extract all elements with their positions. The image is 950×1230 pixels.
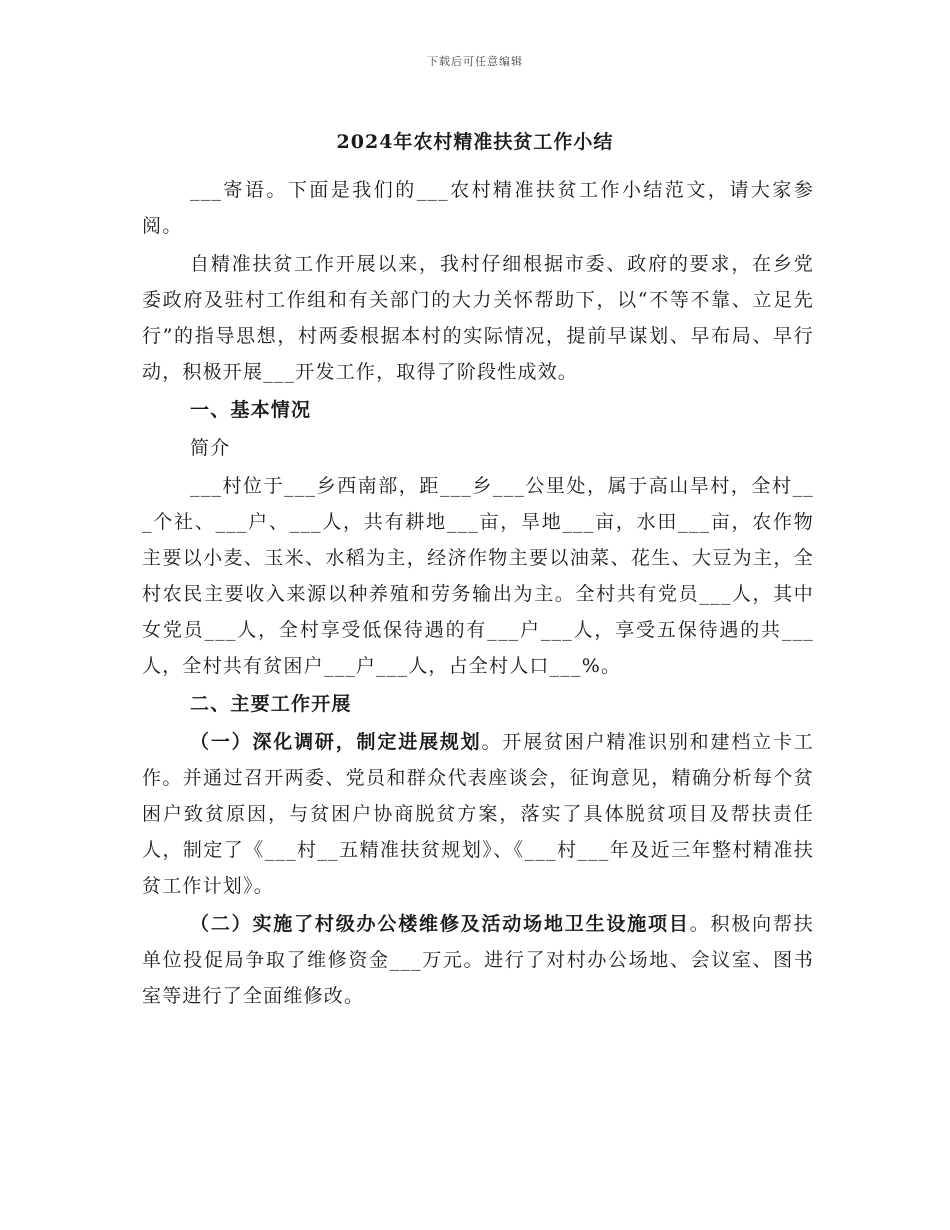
- work-item-lead: （一）深化调研，制定进展规划: [190, 731, 482, 753]
- document-body: [142, 172, 814, 1016]
- section-heading-basic-situation: 一、基本情况: [190, 399, 312, 421]
- intro-paragraph: ___寄语。下面是我们的___农村精准扶贫工作小结范文，请大家参阅。: [142, 179, 814, 237]
- work-item-lead: （二）实施了村级办公楼维修及活动场地卫生设施项目: [190, 913, 690, 935]
- document-title: 2024年农村精准扶贫工作小结: [336, 131, 614, 153]
- work-item-paragraph: [142, 724, 814, 904]
- basic-situation-paragraph: ___村位于___乡西南部，距___乡___公里处，属于高山旱村，全村___个社、___户、___人，共有耕地___亩，旱地___亩，水田___亩，农作物主要以小麦、玉米、水稻为主，经济作物主要以油菜、花生、大豆为主，全村农民主要收入来源以种养殖和劳务输出为主。全村共有党员___人，其中女党员___人，全村享受低保待遇的有___户___人，享受五保待遇的共___人，全村共有贫困户___户___人，占全村人口___%。: [142, 475, 814, 677]
- opening-paragraph: 自精准扶贫工作开展以来，我村仔细根据市委、政府的要求，在乡党委政府及驻村工作组和有关部门的大力关怀帮助下，以“不等不靠、立足先行”的指导思想，村两委根据本村的实际情况，提前早谋划、早布局、早行动，积极开展___开发工作，取得了阶段性成效。: [142, 253, 814, 383]
- work-item-text: 。开展贫困户精准识别和建档立卡工作。并通过召开两委、党员和群众代表座谈会，征询意见，精确分析每个贫困户致贫原因，与贫困户协商脱贫方案，落实了具体脱贫项目及帮扶责任人，制定了《___村__五精准扶贫规划》、《___村___年及近三年整村精准扶贫工作计划》。: [142, 731, 814, 897]
- section-heading-main-work: 二、主要工作开展: [190, 693, 352, 715]
- page-header: 下载后可任意编辑: [427, 55, 523, 68]
- work-item-text: 。积极向帮扶单位投促局争取了维修资金___万元。进行了对村办公场地、会议室、图书室等进行了全面维修改。: [142, 913, 814, 1007]
- section-subheading-introduction: 简介: [190, 437, 231, 459]
- work-item-paragraph: [142, 906, 814, 1014]
